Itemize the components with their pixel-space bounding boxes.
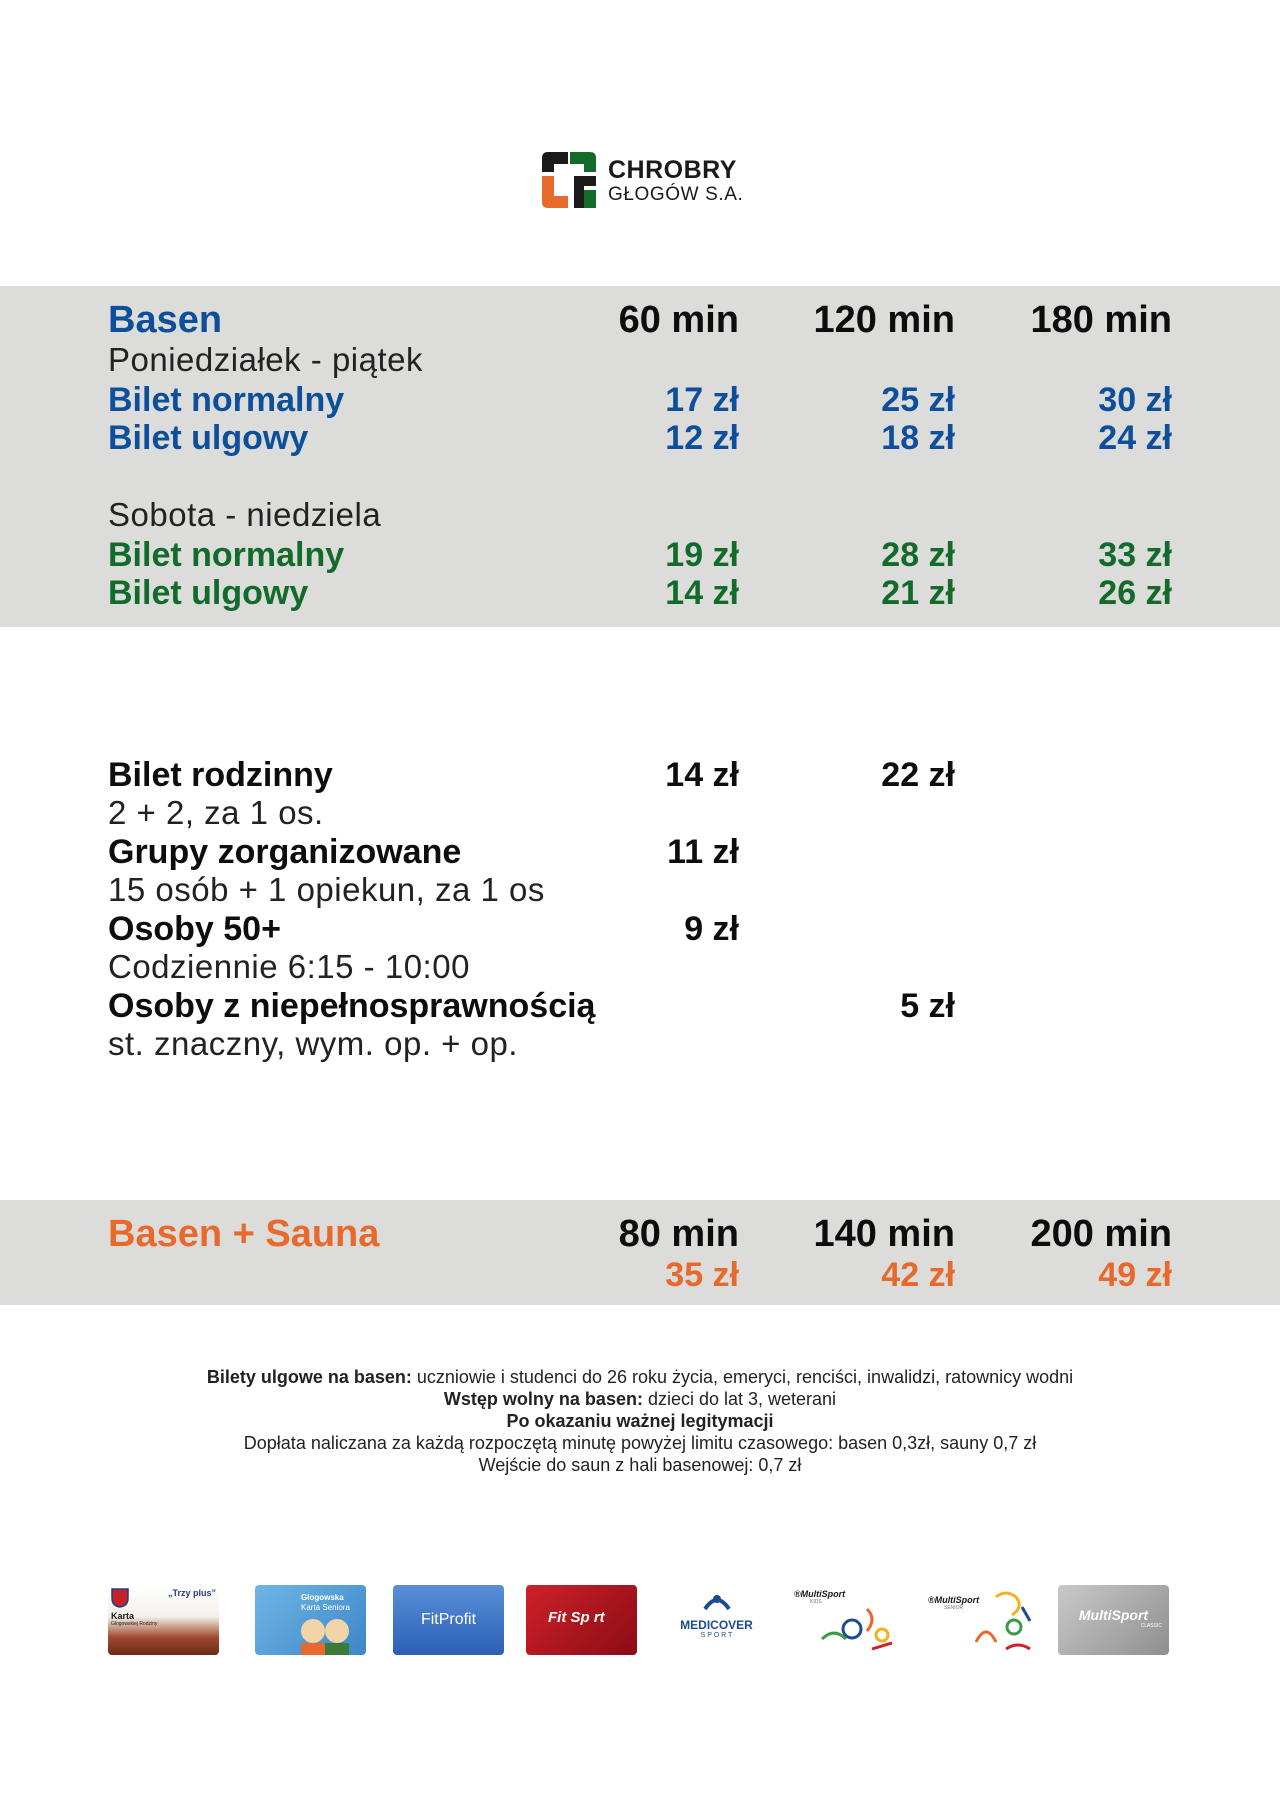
ticket-description: Codziennie 6:15 - 10:00	[108, 948, 470, 985]
price: 17 zł	[665, 381, 739, 419]
ticket-name: Bilet normalny	[108, 381, 345, 419]
price: 14 zł	[665, 574, 739, 612]
ticket-name: Bilet ulgowy	[108, 574, 309, 612]
multisport-pattern-icon	[812, 1599, 902, 1655]
family-ticket-row	[0, 755, 1280, 795]
price: 9 zł	[684, 910, 739, 948]
sauna-header-row	[0, 1212, 1280, 1255]
terms-notes	[0, 1366, 1280, 1476]
ticket-name: Osoby z niepełnosprawnością	[108, 987, 596, 1025]
price: 25 zł	[881, 381, 955, 419]
chrobry-logo	[540, 150, 760, 212]
ticket-name: Bilet normalny	[108, 536, 345, 574]
card-multisport-classic: MultiSport CLASSIC	[1058, 1585, 1169, 1655]
seniors-illustration-icon	[295, 1611, 355, 1655]
duration-180: 180 min	[1030, 299, 1172, 341]
price: 18 zł	[881, 419, 955, 457]
card-multisport-kids: ®MultiSport KIDS	[792, 1585, 903, 1655]
price: 35 zł	[665, 1256, 739, 1294]
note-surcharge: Dopłata naliczana za każdą rozpoczętą minutę powyżej limitu czasowego: basen 0,3zł, sauny 0,7 zł	[243, 1433, 1037, 1453]
seniors-ticket-row	[0, 909, 1280, 949]
note-id: Po okazaniu ważnej legitymacji	[506, 1411, 774, 1431]
duration-200: 200 min	[1030, 1213, 1172, 1255]
logo-name: CHROBRY	[608, 156, 737, 184]
weekday-normal-row	[0, 380, 1280, 420]
pool-header-row	[0, 298, 1280, 341]
price: 28 zł	[881, 536, 955, 574]
weekday-label: Poniedziałek - piątek	[108, 341, 424, 378]
weekend-reduced-row	[0, 573, 1280, 613]
card-fitsport: Fit Sp rt	[526, 1585, 637, 1655]
price: 26 zł	[1098, 574, 1172, 612]
note-reduced: Bilety ulgowe na basen: uczniowie i studenci do 26 roku życia, emeryci, renciści, inwalidzi, ratownicy wodni	[206, 1367, 1074, 1387]
card-fitprofit: FitProfit	[393, 1585, 504, 1655]
price: 24 zł	[1098, 419, 1172, 457]
price: 22 zł	[881, 756, 955, 794]
price: 14 zł	[665, 756, 739, 794]
ticket-name: Bilet rodzinny	[108, 756, 333, 794]
ticket-description: st. znaczny, wym. op. + op.	[108, 1025, 518, 1062]
price: 5 zł	[900, 987, 955, 1025]
logo-subtitle: GŁOGÓW S.A.	[608, 184, 744, 205]
accepted-cards	[108, 1585, 1173, 1657]
price: 49 zł	[1098, 1256, 1172, 1294]
ticket-description: 2 + 2, za 1 os.	[108, 794, 324, 831]
chrobry-logo-icon	[540, 150, 598, 210]
price: 42 zł	[881, 1256, 955, 1294]
weekend-normal-row	[0, 535, 1280, 575]
price: 11 zł	[667, 833, 739, 871]
duration-80: 80 min	[618, 1213, 739, 1255]
multisport-pattern-icon	[956, 1587, 1036, 1655]
weekend-label: Sobota - niedziela	[108, 496, 382, 533]
card-medicover: MEDICOVER S P O R T	[661, 1585, 772, 1655]
medicover-logo-icon	[703, 1591, 731, 1615]
sauna-price-row	[0, 1255, 1280, 1295]
ticket-name: Osoby 50+	[108, 910, 281, 948]
duration-140: 140 min	[813, 1213, 955, 1255]
note-sauna-entry: Wejście do saun z hali basenowej: 0,7 zł	[478, 1455, 802, 1475]
duration-60: 60 min	[618, 299, 739, 341]
sauna-title: Basen + Sauna	[108, 1213, 380, 1255]
price: 21 zł	[881, 574, 955, 612]
ticket-name: Bilet ulgowy	[108, 419, 309, 457]
weekday-reduced-row	[0, 418, 1280, 458]
note-free-entry: Wstęp wolny na basen: dzieci do lat 3, weterani	[443, 1389, 837, 1409]
disabled-ticket-row	[0, 986, 1280, 1026]
groups-ticket-row	[0, 832, 1280, 872]
pool-title: Basen	[108, 299, 223, 341]
coat-of-arms-icon	[111, 1588, 129, 1608]
price: 30 zł	[1098, 381, 1172, 419]
card-trzy-plus: „Trzy plus” Karta Głogowskiej Rodziny	[108, 1585, 219, 1655]
ticket-name: Grupy zorganizowane	[108, 833, 462, 871]
ticket-description: 15 osób + 1 opiekun, za 1 os	[108, 871, 545, 908]
card-multisport-senior: ®MultiSport SENIOR	[926, 1585, 1037, 1655]
price: 12 zł	[665, 419, 739, 457]
price: 33 zł	[1098, 536, 1172, 574]
duration-120: 120 min	[813, 299, 955, 341]
price: 19 zł	[665, 536, 739, 574]
card-senior: Głogowska Karta Seniora	[255, 1585, 366, 1655]
